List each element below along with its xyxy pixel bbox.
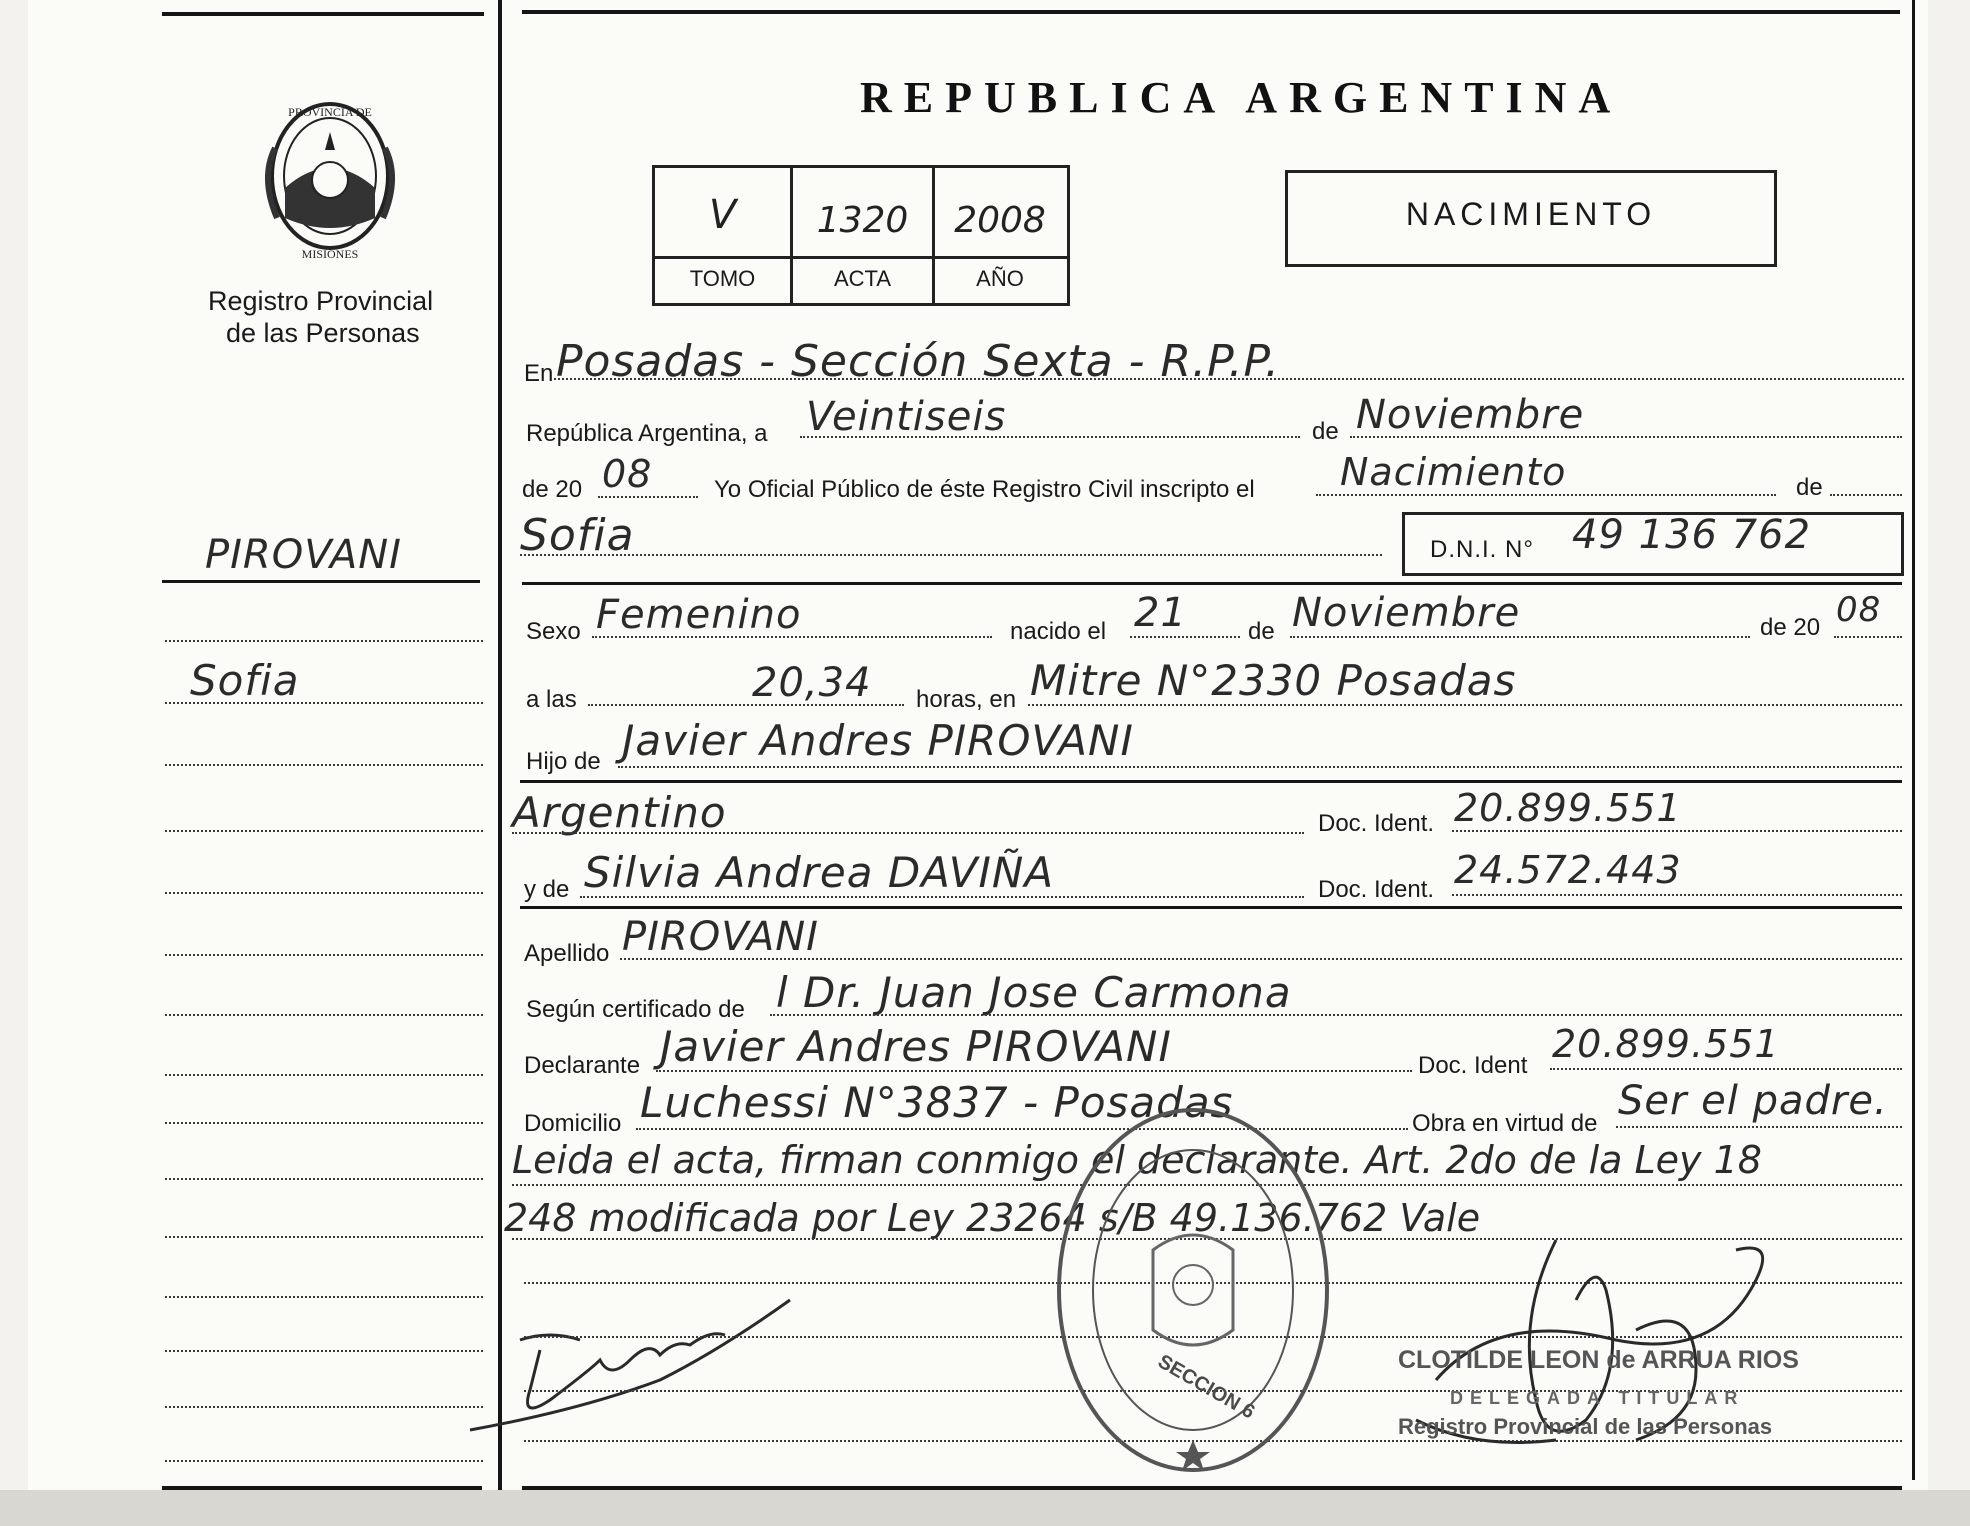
right-edge-line [1912, 0, 1915, 1480]
republica-label: República Argentina, a [526, 420, 768, 447]
tomo-label: TOMO [689, 266, 756, 291]
note-line-2: 248 modificada por Ley 23264 s/B 49.136.762 Vale [504, 1196, 1481, 1240]
anio-value: 2008 [954, 200, 1046, 241]
left-signature-text [560, 1330, 564, 1331]
dni-value: 49 136 762 [1572, 512, 1812, 558]
left-signature [460, 1270, 840, 1440]
scan-bottom-edge [0, 1490, 1970, 1526]
acta-label: ACTA [833, 266, 892, 291]
padre-nacionalidad: Argentino [512, 788, 727, 837]
registry-line1: Registro Provincial [208, 286, 434, 316]
name-value: Sofia [520, 510, 635, 561]
yo-oficial-label: Yo Oficial Público de éste Registro Civil inscripto el [714, 476, 1255, 503]
dni-label: D.N.I. N° [1430, 536, 1534, 563]
padre-doc: 20.899.551 [1454, 786, 1682, 830]
madre-value: Silvia Andrea DAVIÑA [584, 848, 1055, 897]
svg-text:PROVINCIA DE: PROVINCIA DE [288, 105, 372, 119]
nacido-label: nacido el [1010, 618, 1107, 645]
segun-label: Según certificado de [526, 996, 745, 1023]
alas-label: a las [526, 686, 577, 713]
declarante-label: Declarante [524, 1052, 641, 1079]
year-value: 08 [602, 452, 653, 496]
domicilio-label: Domicilio [524, 1110, 622, 1137]
de20-label-2: de 20 [1760, 614, 1821, 641]
de20-label: de 20 [522, 476, 583, 503]
official-name: CLOTILDE LEON de ARRUA RIOS [1398, 1346, 1799, 1374]
en-value: Posadas - Sección Sexta - R.P.P. [556, 336, 1280, 387]
hijo-label: Hijo de [526, 748, 601, 775]
doc-label-2: Doc. Ident. [1318, 876, 1435, 903]
de-label: de [1312, 418, 1339, 445]
left-top-rule [162, 12, 484, 16]
right-top-rule [522, 10, 1900, 14]
anio-label: AÑO [976, 266, 1024, 291]
segun-value: l Dr. Juan Jose Carmona [776, 968, 1292, 1017]
lugar-value: Mitre N°2330 Posadas [1030, 656, 1517, 705]
inscripto-value: Nacimiento [1340, 450, 1567, 494]
de-label-3: de [1248, 618, 1275, 645]
madre-doc: 24.572.443 [1454, 848, 1682, 892]
page-title: REPUBLICA ARGENTINA [860, 73, 1623, 122]
padre-value: Javier Andres PIROVANI [622, 716, 1134, 765]
doc-label: Doc. Ident. [1318, 810, 1435, 837]
doc-label-3: Doc. Ident [1418, 1052, 1528, 1079]
nacido-year: 08 [1836, 590, 1882, 630]
acta-value: 1320 [816, 200, 909, 241]
month-value: Noviembre [1356, 392, 1585, 438]
svg-text:MISIONES: MISIONES [301, 247, 359, 261]
domicilio-value: Luchessi N°3837 - Posadas [640, 1078, 1234, 1127]
de-label-2: de [1796, 474, 1823, 501]
round-seal-stamp [1052, 1100, 1334, 1480]
record-type-label: NACIMIENTO [1405, 196, 1657, 232]
yde-label: y de [524, 876, 570, 903]
nacido-day: 21 [1134, 590, 1187, 636]
nacido-month: Noviembre [1292, 590, 1521, 636]
en-label: En [524, 360, 554, 387]
note-line-1: Leida el acta, firman conmigo el declarante. Art. 2do de la Ley 18 [512, 1138, 1762, 1182]
day-value: Veintiseis [806, 394, 1007, 440]
registry-line2: de las Personas [226, 318, 420, 348]
declarante-value: Javier Andres PIROVANI [660, 1022, 1172, 1071]
apellido-label: Apellido [524, 940, 610, 967]
sexo-label: Sexo [526, 618, 581, 645]
misiones-seal-logo [245, 88, 415, 266]
declarante-doc: 20.899.551 [1552, 1022, 1780, 1066]
tomo-value: V [708, 192, 737, 238]
margin-surname: PIROVANI [205, 532, 402, 578]
official-role: DELEGADA TITULAR [1450, 1388, 1745, 1408]
hora-value: 20,34 [752, 660, 872, 706]
horas-label: horas, en [916, 686, 1017, 713]
seal-text: SECCION 6 [1153, 1350, 1259, 1424]
obra-label: Obra en virtud de [1412, 1110, 1598, 1137]
sexo-value: Femenino [596, 592, 802, 638]
apellido-value: PIROVANI [622, 914, 819, 960]
margin-given-name: Sofia [190, 656, 300, 705]
official-org: Registro Provincial de las Personas [1398, 1414, 1773, 1439]
obra-value: Ser el padre. [1618, 1078, 1888, 1124]
